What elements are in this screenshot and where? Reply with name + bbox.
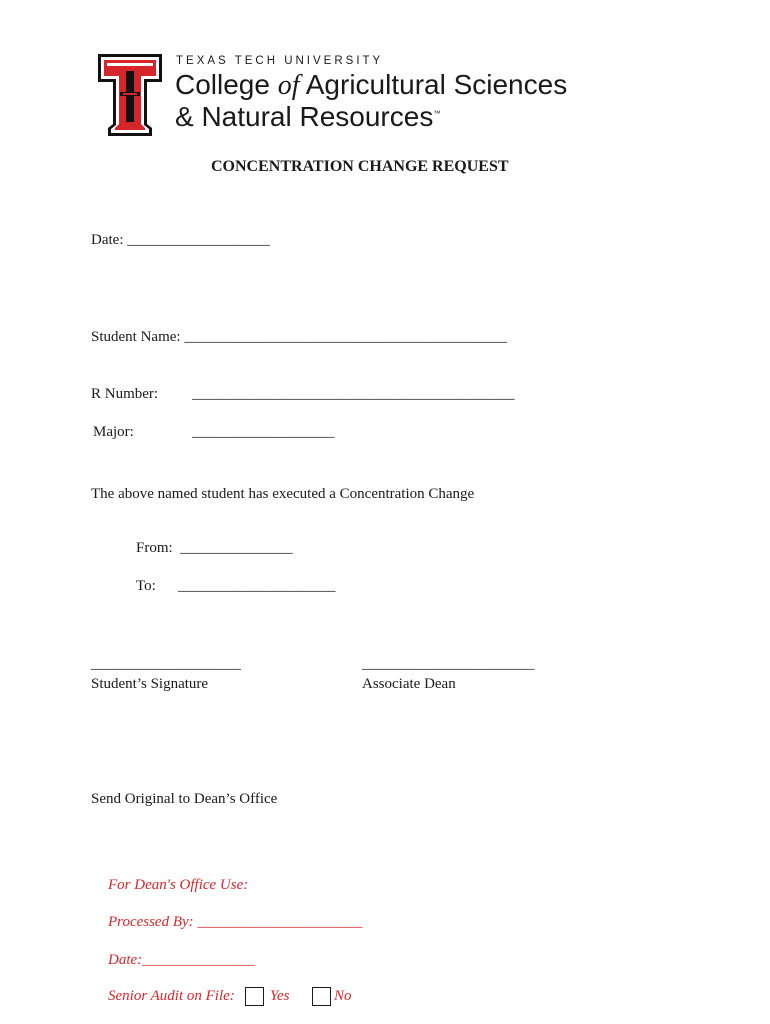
college-name-line1: College of Agricultural Sciences [175, 69, 568, 101]
major-label: Major: [93, 424, 134, 440]
university-name: TEXAS TECH UNIVERSITY [176, 55, 384, 67]
to-field[interactable]: _____________________ [178, 578, 336, 594]
yes-label: Yes [270, 988, 290, 1004]
office-date-field[interactable]: Date:_______________ [108, 952, 255, 968]
r-number-field[interactable]: ___________________________________________ [192, 386, 515, 402]
major-field[interactable]: ___________________ [192, 424, 335, 440]
associate-dean-signature-line[interactable]: _______________________ [362, 656, 535, 672]
date-field[interactable]: Date: ___________________ [91, 232, 270, 248]
office-use-heading: For Dean's Office Use: [108, 877, 249, 893]
statement-text: The above named student has executed a Concentration Change [91, 486, 475, 502]
double-t-logo-icon [98, 54, 162, 136]
page-title: CONCENTRATION CHANGE REQUEST [211, 158, 509, 175]
senior-audit-label: Senior Audit on File: [108, 988, 235, 1004]
yes-checkbox[interactable] [245, 987, 264, 1006]
college-name-line2: & Natural Resources™ [175, 101, 441, 132]
no-label: No [334, 988, 352, 1004]
student-signature-line[interactable]: ____________________ [91, 656, 241, 672]
no-checkbox[interactable] [312, 987, 331, 1006]
student-name-field[interactable]: Student Name: ___________________________________________ [91, 329, 507, 345]
send-original-note: Send Original to Dean’s Office [91, 791, 278, 807]
r-number-label: R Number: [91, 386, 159, 402]
processed-by-field[interactable]: Processed By: ______________________ [108, 914, 363, 930]
from-field[interactable]: From: _______________ [136, 540, 293, 556]
to-label: To: [136, 578, 156, 594]
student-signature-label: Student’s Signature [91, 676, 209, 692]
associate-dean-label: Associate Dean [362, 676, 456, 692]
